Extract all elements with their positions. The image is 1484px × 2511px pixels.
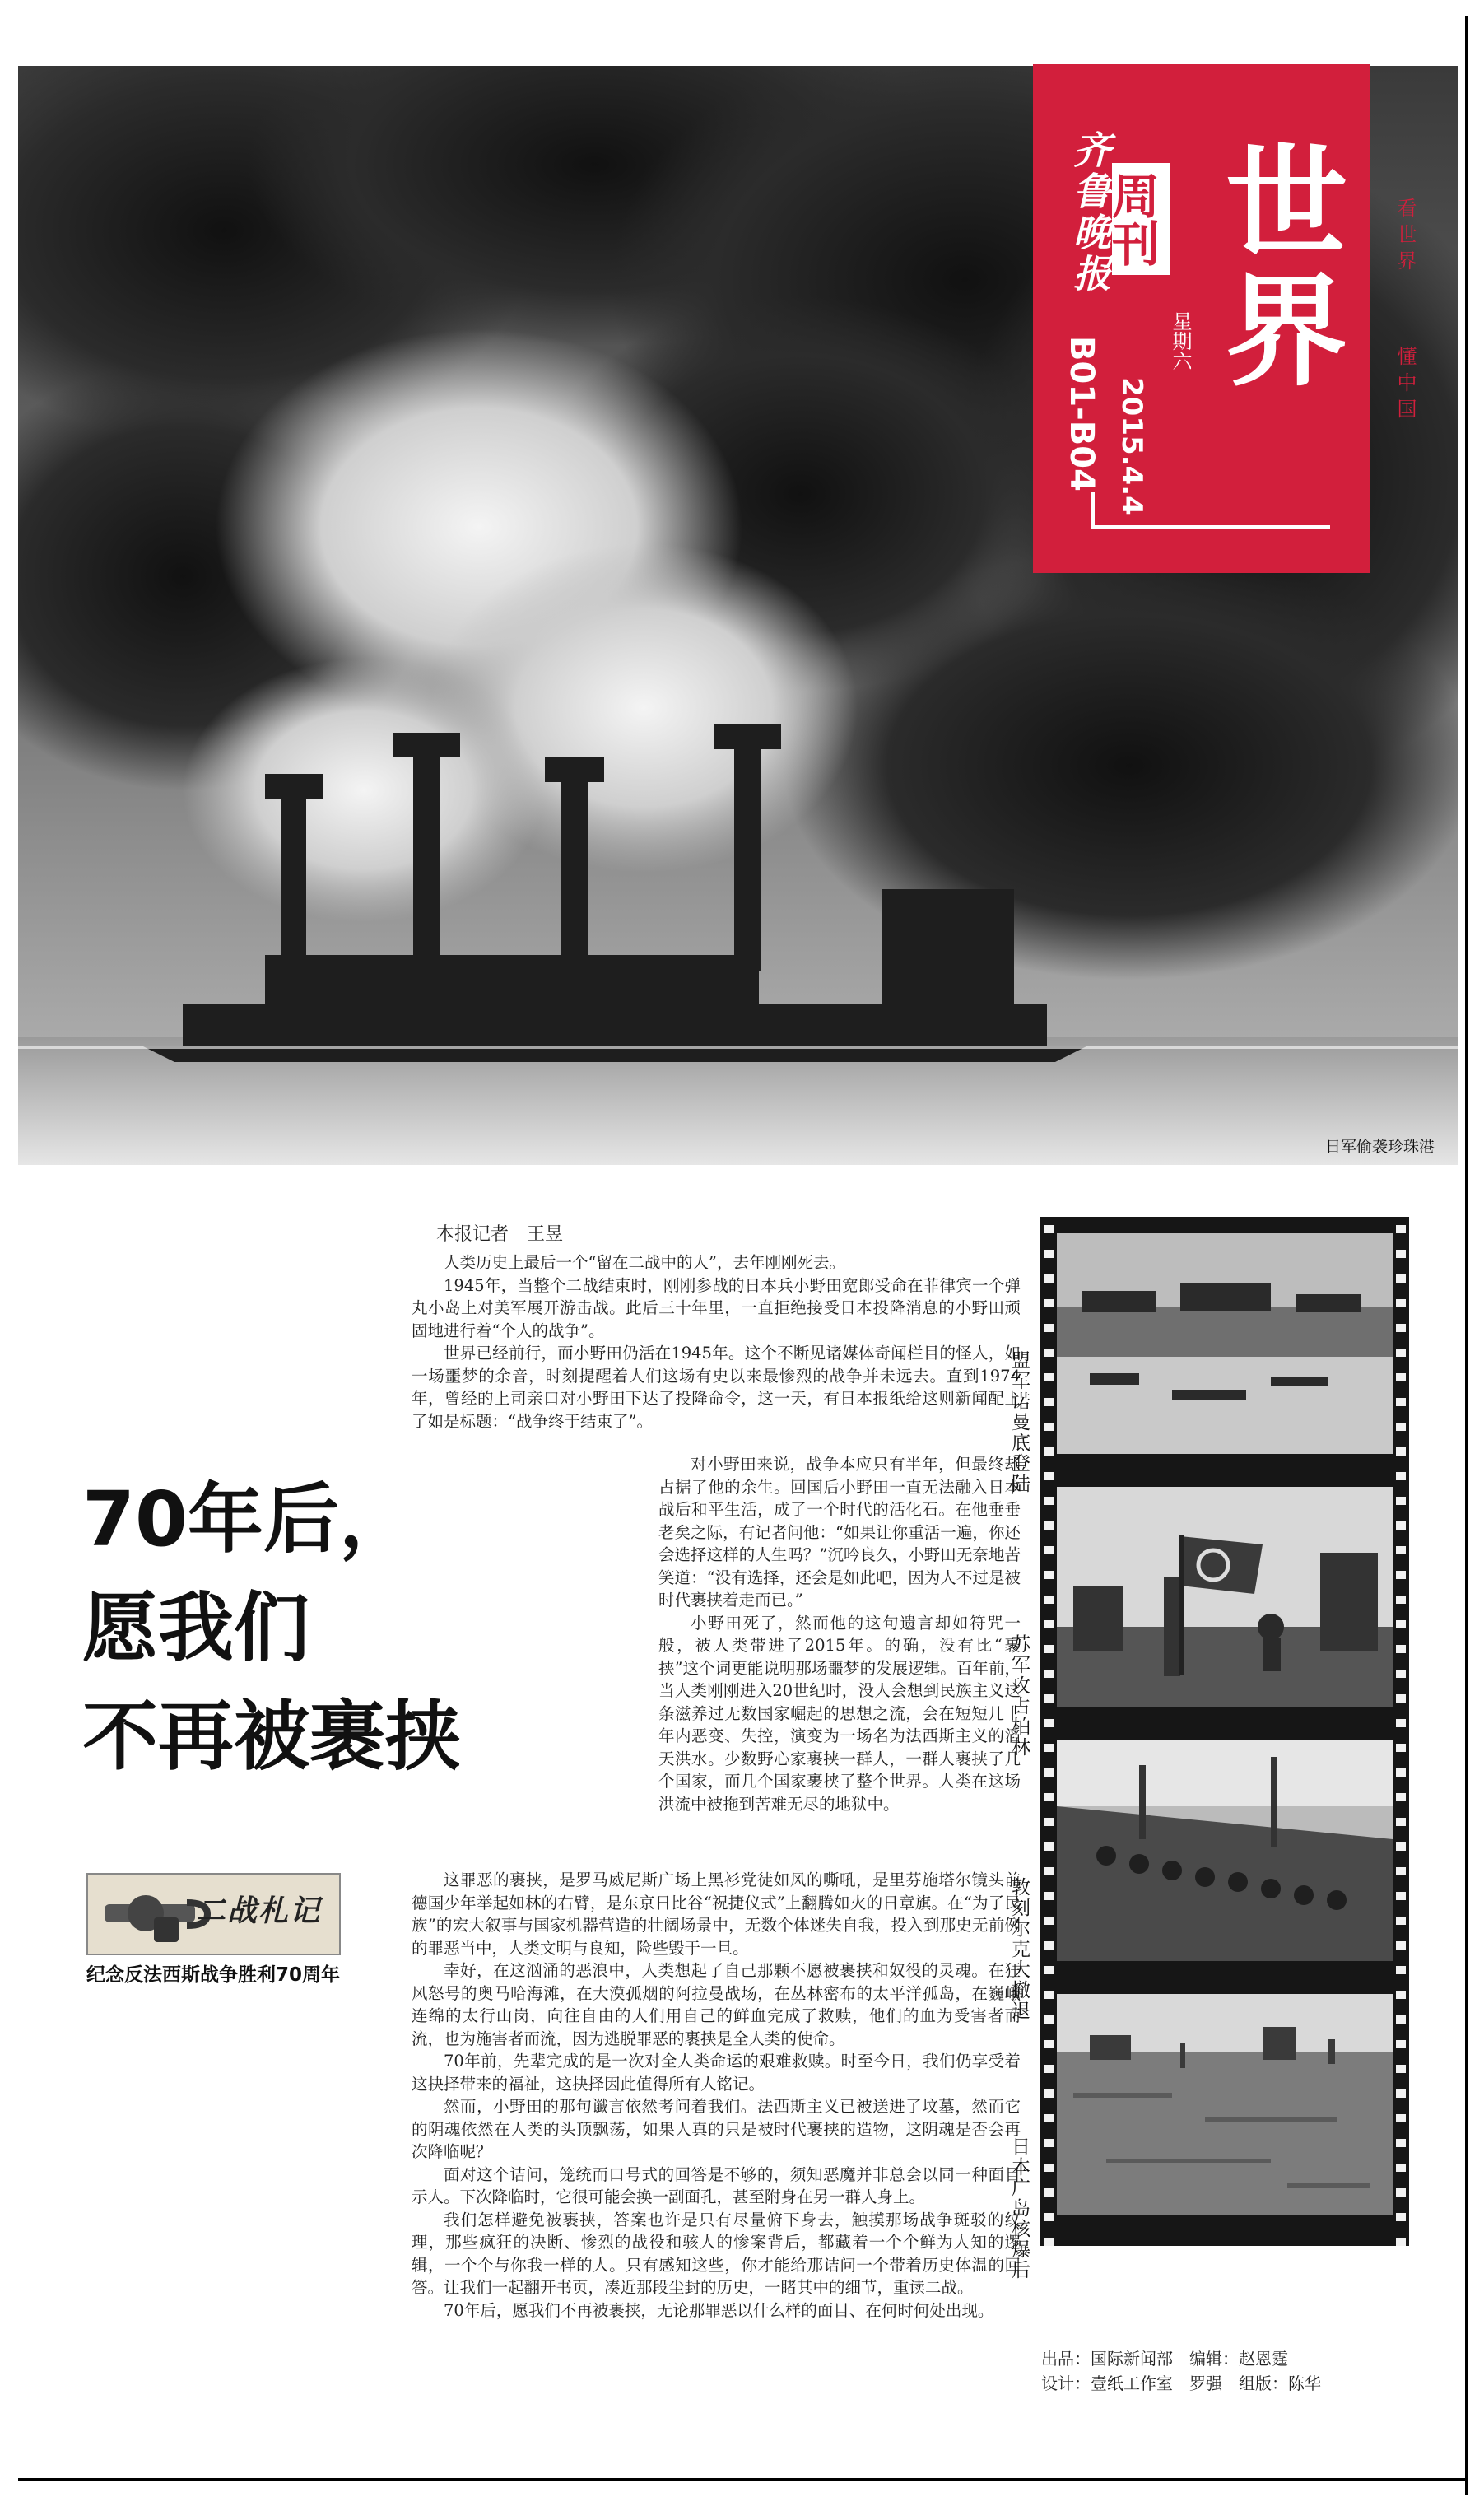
hero-caption: 日军偷袭珍珠港 <box>1324 1138 1435 1156</box>
photo-hiroshima-aftermath <box>1057 1994 1393 2215</box>
masthead-bracket-decoration <box>1091 492 1330 529</box>
paragraph: 1945年，当整个二战结束时，刚刚参战的日本兵小野田宽郎受命在菲律宾一个弹丸小岛上对美军展开游击战。此后三十年里，一直拒绝接受日本投降消息的小野田顽固地进行着“个人的战争”。 <box>412 1275 1021 1340</box>
photo-normandy-landing <box>1057 1233 1393 1454</box>
masthead-block <box>1033 64 1370 573</box>
column-badge <box>86 1873 341 1955</box>
film-sprocket-holes <box>1044 1217 1054 2246</box>
page-credits <box>1041 2346 1321 2396</box>
photo-dunkirk-evacuation <box>1057 1740 1393 1961</box>
article-body-bottom <box>412 1869 1021 2322</box>
section-title: 世界 <box>1206 138 1347 395</box>
photo-caption-berlin: 苏军攻占柏林 <box>1008 1634 1030 1758</box>
weekday-label: 星期六 <box>1169 311 1192 370</box>
paragraph: 我们怎样避免被裹挟，答案也许是只有尽量俯下身去，触摸那场战争斑驳的纹理，那些疯狂的决断、惨烈的战役和骇人的惨案背后，都藏着一个个鲜为人知的逻辑，一个个与你我一样的人。只有感知这些，你才能给那诘问一个带着历史体温的回答。让我们一起翻开书页，凑近那段尘封的历史，一睹其中的细节，重读二战。 <box>412 2210 1021 2297</box>
paragraph: 小野田死了，然而他的这句遗言却如符咒一般，被人类带进了2015年。的确，没有比“裹挟”这个词更能说明那场噩梦的发展逻辑。百年前，当人类刚刚进入20世纪时，没人会想到民族主义这条滋养过无数国家崛起的思想之流，会在短短几十年内恶变、失控，演变为一场名为法西斯主义的滔天洪水。少数野心家裹挟一群人，一群人裹挟了几个国家，而几个国家裹挟了整个世界。人类在这场洪流中被拖到苦难无尽的地狱中。 <box>658 1613 1021 1814</box>
paragraph: 70年后，愿我们不再被裹挟，无论那罪恶以什么样的面目、在何时何处出现。 <box>444 2300 994 2320</box>
headline-line: 愿我们 <box>82 1584 310 1672</box>
headline <box>82 1465 609 1791</box>
tagline-see-world: 看世界 <box>1393 198 1417 277</box>
tagline-understand-china: 懂中国 <box>1393 346 1417 425</box>
photo-caption-dunkirk: 敦刻尔克大撤退 <box>1008 1877 1030 2021</box>
paragraph: 这罪恶的裹挟，是罗马威尼斯广场上黑衫党徒如风的嘶吼，是里芬施塔尔镜头前德国少年举起如林的右臂，是东京日比谷“祝捷仪式”上翻腾如火的日章旗。在“为了民族”的宏大叙事与国家机器营造的壮阔场景中，无数个体迷失自我，投入到那史无前例的罪恶当中，人类文明与良知，险些毁于一旦。 <box>412 1870 1021 1958</box>
page-border-right <box>1465 16 1468 2495</box>
paragraph: 对小野田来说，战争本应只有半年，但最终却占据了他的余生。回国后小野田一直无法融入日本战后和平生活，成了一个时代的活化石。在他垂垂老矣之际，有记者问他：“如果让你重活一遍，你还会选择这样的人生吗？”沉吟良久，小野田无奈地苦笑道：“没有选择，还会是如此吧，因为人不过是被时代裹挟着走而已。” <box>658 1455 1021 1610</box>
film-sprocket-holes <box>1396 1217 1406 2246</box>
headline-line: 70年后， <box>82 1475 416 1563</box>
article-body-right-column <box>658 1453 1021 1815</box>
page-border-bottom <box>18 2478 1467 2481</box>
photo-soviet-berlin <box>1057 1487 1393 1707</box>
photo-caption-hiroshima: 日本广岛核爆后 <box>1008 2136 1030 2280</box>
column-subtitle: 纪念反法西斯战争胜利70周年 <box>86 1964 341 1986</box>
column-badge-title: 二战札记 <box>195 1894 321 1928</box>
paragraph: 70年前，先辈完成的是一次对全人类命运的艰难救赎。时至今日，我们仍享受着这抉择带来的福祉，这抉择因此值得所有人铭记。 <box>412 2052 1021 2094</box>
article-body-top <box>412 1251 1021 1433</box>
newspaper-name: 齐鲁晚报 <box>1068 130 1112 295</box>
paragraph: 面对这个诘问，笼统而口号式的回答是不够的，须知恶魔并非总会以同一种面目示人。下次降临时，它很可能会换一副面孔，甚至附身在另一群人身上。 <box>412 2164 1021 2206</box>
byline: 本报记者 王昱 <box>436 1224 564 1245</box>
headline-line: 不再被裹挟 <box>82 1693 462 1781</box>
photo-caption-normandy: 盟军诺曼底登陆 <box>1008 1350 1030 1494</box>
paragraph: 幸好，在这汹涌的恶浪中，人类想起了自己那颗不愿被裹挟和奴役的灵魂。在狂风怒号的奥马哈海滩，在大漠孤烟的阿拉曼战场，在丛林密布的太平洋孤岛，在巍峨连绵的太行山岗，向往自由的人们用自己的鲜血完成了救赎，他们的血为受害者而流，也为施害者而流，因为逃脱罪恶的裹挟是全人类的使命。 <box>412 1961 1021 2048</box>
filmstrip <box>1040 1217 1409 2246</box>
credits-line: 设计：壹纸工作室 罗强 组版：陈华 <box>1041 2374 1321 2393</box>
paragraph: 人类历史上最后一个“留在二战中的人”，去年刚刚死去。 <box>444 1253 845 1272</box>
section-weekly-label: 周刊 <box>1112 163 1170 275</box>
paragraph: 世界已经前行，而小野田仍活在1945年。这个不断见诸媒体奇闻栏目的怪人，如一场噩梦的余音，时刻提醒着人们这场有史以来最惨烈的战争并未远去。直到1974年，曾经的上司亲口对小野田下达了投降命令，这一天，有日本报纸给这则新闻配上了如是标题：“战争终于结束了”。 <box>412 1344 1021 1431</box>
paragraph: 然而，小野田的那句谶言依然考问着我们。法西斯主义已被送进了坟墓，然而它的阴魂依然在人类的头顶飘荡，如果人真的只是被时代裹挟的造物，这阴魂是否会再次降临呢？ <box>412 2097 1021 2161</box>
issue-date: 2015.4.4 <box>1115 377 1148 515</box>
page-range: B01-B04 <box>1063 336 1100 491</box>
credits-line: 出品：国际新闻部 编辑：赵恩霆 <box>1041 2349 1288 2369</box>
